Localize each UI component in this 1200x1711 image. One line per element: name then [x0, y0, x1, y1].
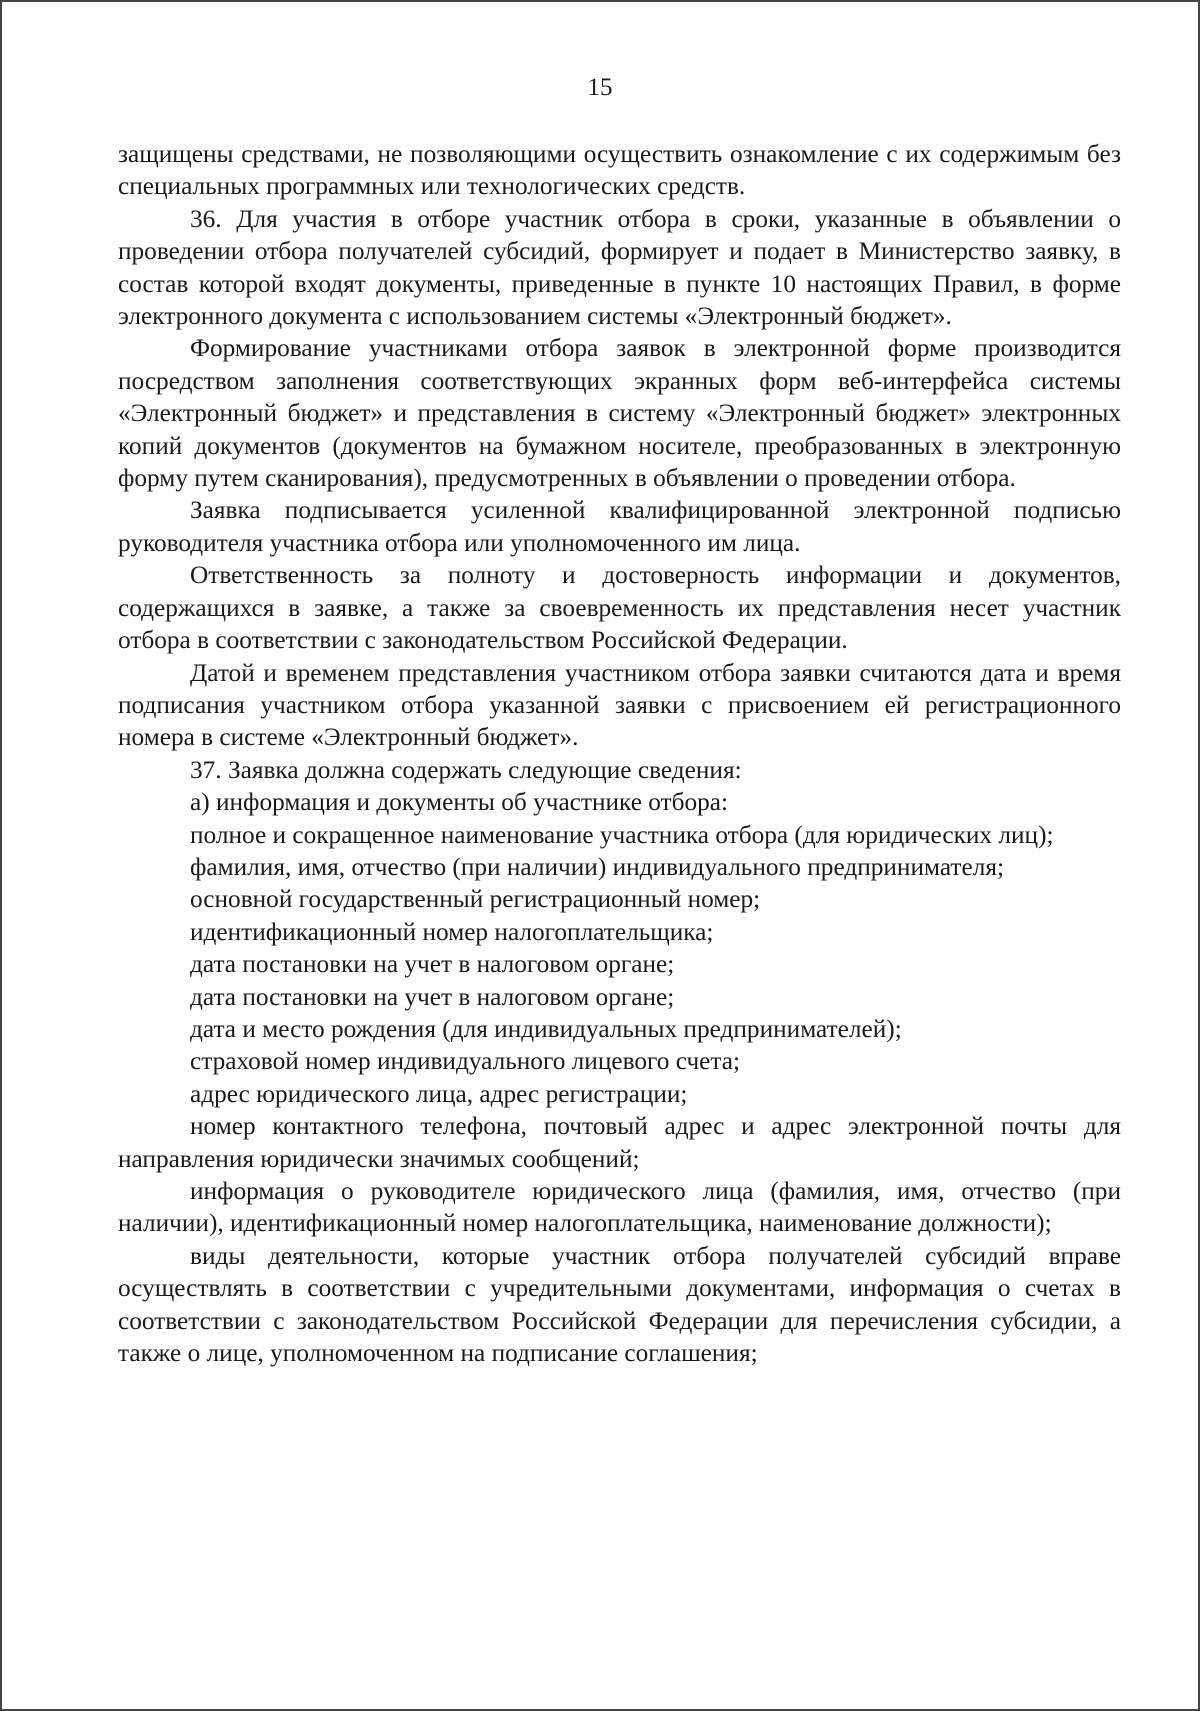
paragraph: Заявка подписывается усиленной квалифицированной электронной подписью руководителя участника отбора или уполномоченного им лица.	[118, 496, 1121, 557]
paragraph: дата постановки на учет в налоговом органе;	[190, 950, 675, 979]
paragraph: номер контактного телефона, почтовый адрес и адрес электронной почты для направления юридически значимых сообщений;	[118, 1112, 1121, 1173]
paragraph: 37. Заявка должна содержать следующие сведения:	[190, 755, 742, 784]
paragraph: адрес юридического лица, адрес регистрации;	[190, 1079, 688, 1108]
paragraph: страховой номер индивидуального лицевого счета;	[190, 1047, 741, 1076]
scan-edge-left	[0, 0, 2, 1711]
paragraph: защищены средствами, не позволяющими осуществить ознакомление с их содержимым без специальных программных или технологических средств.	[118, 140, 1121, 201]
paragraph: дата и место рождения (для индивидуальных предпринимателей);	[190, 1014, 902, 1043]
paragraph: фамилия, имя, отчество (при наличии) индивидуального предпринимателя;	[190, 852, 1004, 881]
paragraph: Ответственность за полноту и достоверность информации и документов, содержащихся в заявке, а также за своевременность их представления несет участник отбора в соответствии с законодательством Российской Федерации.	[118, 561, 1121, 655]
scan-edge-top	[0, 0, 1200, 2]
paragraph: полное и сокращенное наименование участника отбора (для юридических лиц);	[190, 820, 1054, 849]
document-body	[118, 138, 1121, 1369]
paragraph: идентификационный номер налогоплательщика;	[190, 917, 714, 946]
paragraph: информация о руководителе юридического лица (фамилия, имя, отчество (при наличии), идентификационный номер налогоплательщика, наименование должности);	[118, 1177, 1121, 1238]
paragraph: дата постановки на учет в налоговом органе;	[190, 982, 675, 1011]
paragraph: а) информация и документы об участнике отбора:	[190, 788, 729, 817]
paragraph: основной государственный регистрационный номер;	[190, 885, 761, 914]
paragraph: виды деятельности, которые участник отбора получателей субсидий вправе осуществлять в соответствии с учредительными документами, информация о счетах в соответствии с законодательством Российской Федерации для перечисления субсидии, а также о лице, уполномоченном на подписание соглашения;	[118, 1241, 1121, 1368]
paragraph: Формирование участниками отбора заявок в электронной форме производится посредством заполнения соответствующих экранных форм веб-интерфейса системы «Электронный бюджет» и представления в систему «Электронный бюджет» электронных копий документов (документов на бумажном носителе, преобразованных в электронную форму путем сканирования), предусмотренных в объявлении о проведении отбора.	[118, 334, 1121, 493]
paragraph: 36. Для участия в отборе участник отбора в сроки, указанные в объявлении о проведении отбора получателей субсидий, формирует и подает в Министерство заявку, в состав которой входят документы, приведенные в пункте 10 настоящих Правил, в форме электронного документа с использованием системы «Электронный бюджет».	[118, 204, 1121, 331]
paragraph: Датой и временем представления участником отбора заявки считаются дата и время подписания участником отбора указанной заявки с присвоением ей регистрационного номера в системе «Электронный бюджет».	[118, 658, 1121, 752]
page-number: 15	[587, 74, 613, 101]
